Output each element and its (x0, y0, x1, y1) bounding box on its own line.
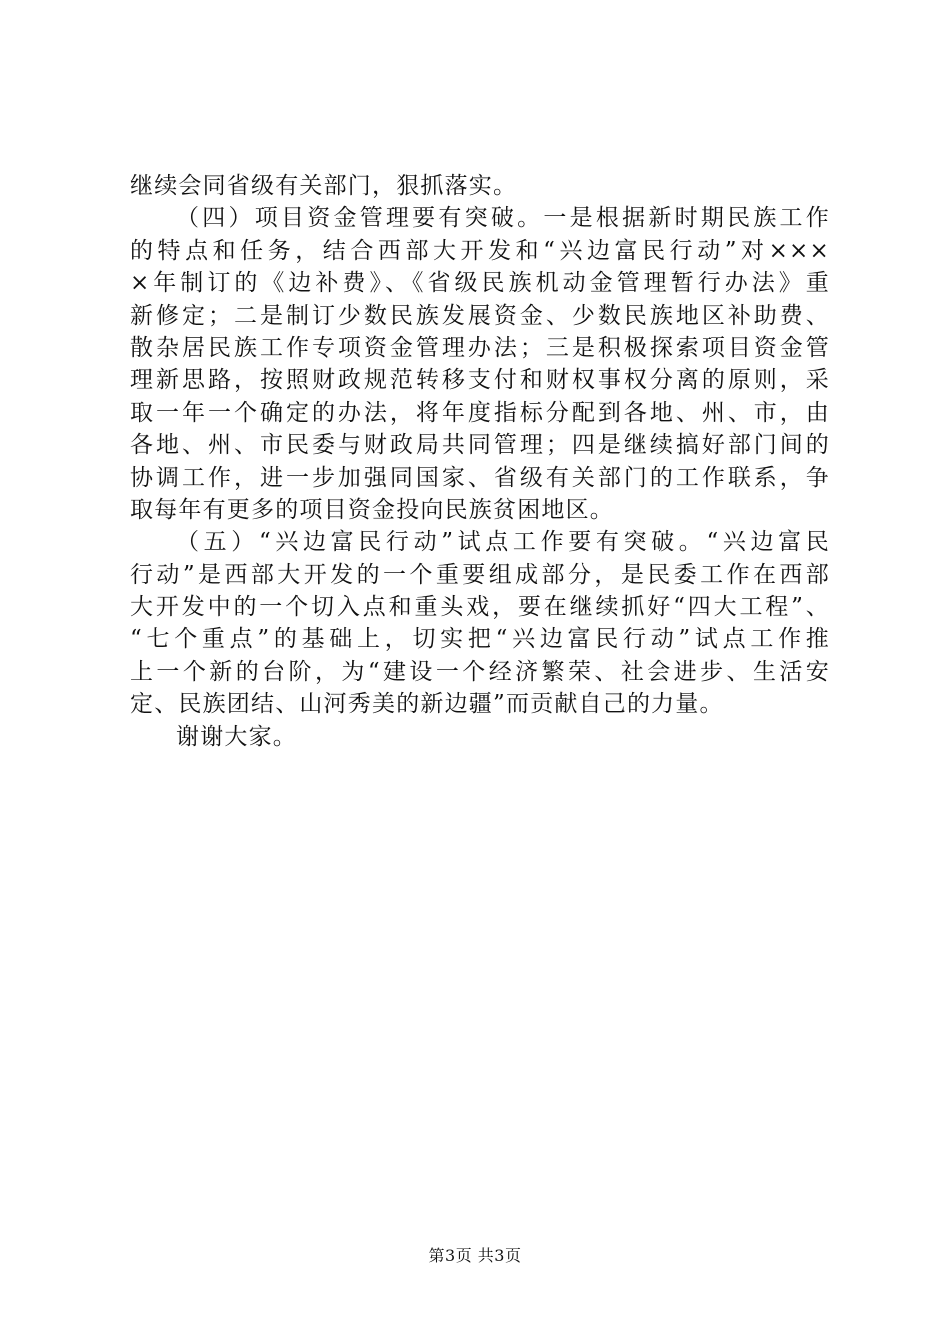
text-line: 协调工作，进一步加强同国家、省级有关部门的工作联系，争 (130, 464, 830, 491)
text-line: 上一个新的台阶，为“建设一个经济繁荣、社会进步、生活安 (130, 658, 830, 685)
text-line: 继续会同省级有关部门，狠抓落实。 (130, 173, 518, 199)
text-line: 取每年有更多的项目资金投向民族贫困地区。 (130, 496, 614, 523)
page-footer: 第3页 共3页 (428, 1246, 522, 1265)
text-line: 大开发中的一个切入点和重头戏，要在继续抓好“四大工程”、 (130, 594, 830, 621)
text-line: 谢谢大家。 (176, 723, 297, 750)
text-line: 理新思路，按照财政规范转移支付和财权事权分离的原则，采 (130, 367, 830, 394)
text-line: 新修定；二是制订少数民族发展资金、少数民族地区补助费、 (130, 302, 830, 329)
document-body (130, 170, 830, 753)
text-line: （五）“兴边富民行动”试点工作要有突破。“兴边富民 (176, 529, 830, 556)
text-line: 定、民族团结、山河秀美的新边疆”而贡献自己的力量。 (130, 691, 724, 718)
text-line: 行动”是西部大开发的一个重要组成部分，是民委工作在西部 (130, 561, 830, 588)
text-line: “七个重点”的基础上，切实把“兴边富民行动”试点工作推 (130, 626, 830, 653)
text-line: 各地、州、市民委与财政局共同管理；四是继续搞好部门间的 (130, 432, 830, 459)
text-line: 散杂居民族工作专项资金管理办法；三是积极探索项目资金管 (130, 334, 830, 361)
text-line: （四）项目资金管理要有突破。一是根据新时期民族工作 (176, 205, 830, 232)
text-line: 取一年一个确定的办法，将年度指标分配到各地、州、市，由 (130, 399, 830, 426)
text-line: 的特点和任务，结合西部大开发和“兴边富民行动”对××× (130, 237, 830, 264)
text-line: ×年制订的《边补费》、《省级民族机动金管理暂行办法》重 (130, 270, 830, 297)
